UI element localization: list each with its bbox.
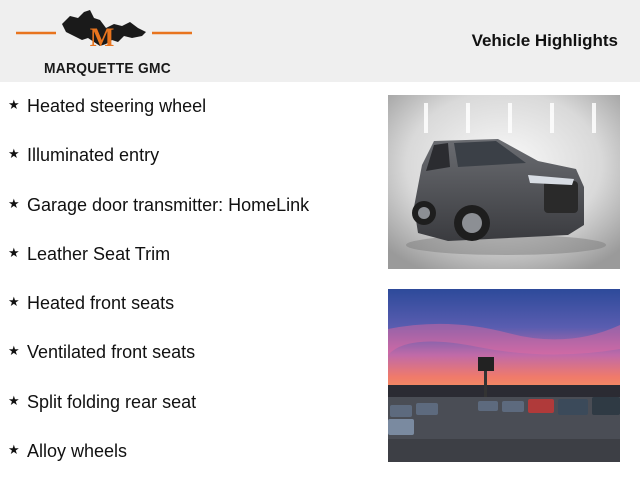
star-icon: ★: [8, 294, 20, 310]
feature-label: Garage door transmitter: HomeLink: [27, 194, 310, 215]
logo-letter: M: [89, 23, 115, 52]
star-icon: ★: [8, 195, 20, 211]
feature-label: Heated front seats: [27, 293, 175, 314]
feature-list: [8, 94, 309, 488]
feature-label: Ventilated front seats: [27, 342, 196, 363]
vehicle-photo: [388, 95, 620, 269]
star-icon: ★: [8, 97, 20, 112]
star-icon: ★: [8, 392, 20, 408]
feature-item: [8, 390, 309, 439]
feature-item: [8, 340, 309, 389]
feature-label: Heated steering wheel: [27, 96, 207, 116]
star-icon: ★: [8, 343, 20, 359]
dealer-logo[interactable]: [14, 6, 194, 78]
dealership-photo: [388, 289, 620, 462]
page-title: Vehicle Highlights: [471, 31, 618, 50]
feature-item: [8, 143, 309, 192]
feature-label: Leather Seat Trim: [27, 243, 171, 264]
feature-item: [8, 242, 309, 291]
logo-text: MARQUETTE GMC: [44, 60, 172, 77]
feature-item: [8, 193, 309, 242]
feature-item: [8, 439, 309, 488]
feature-label: Alloy wheels: [27, 441, 128, 462]
star-icon: ★: [8, 244, 20, 260]
feature-label: Illuminated entry: [27, 145, 160, 166]
feature-item: [8, 94, 309, 143]
star-icon: ★: [8, 146, 20, 162]
upper-peninsula-logo-icon: [14, 6, 194, 66]
header: [0, 0, 640, 82]
feature-label: Split folding rear seat: [27, 391, 197, 412]
feature-item: [8, 291, 309, 340]
star-icon: ★: [8, 442, 20, 458]
